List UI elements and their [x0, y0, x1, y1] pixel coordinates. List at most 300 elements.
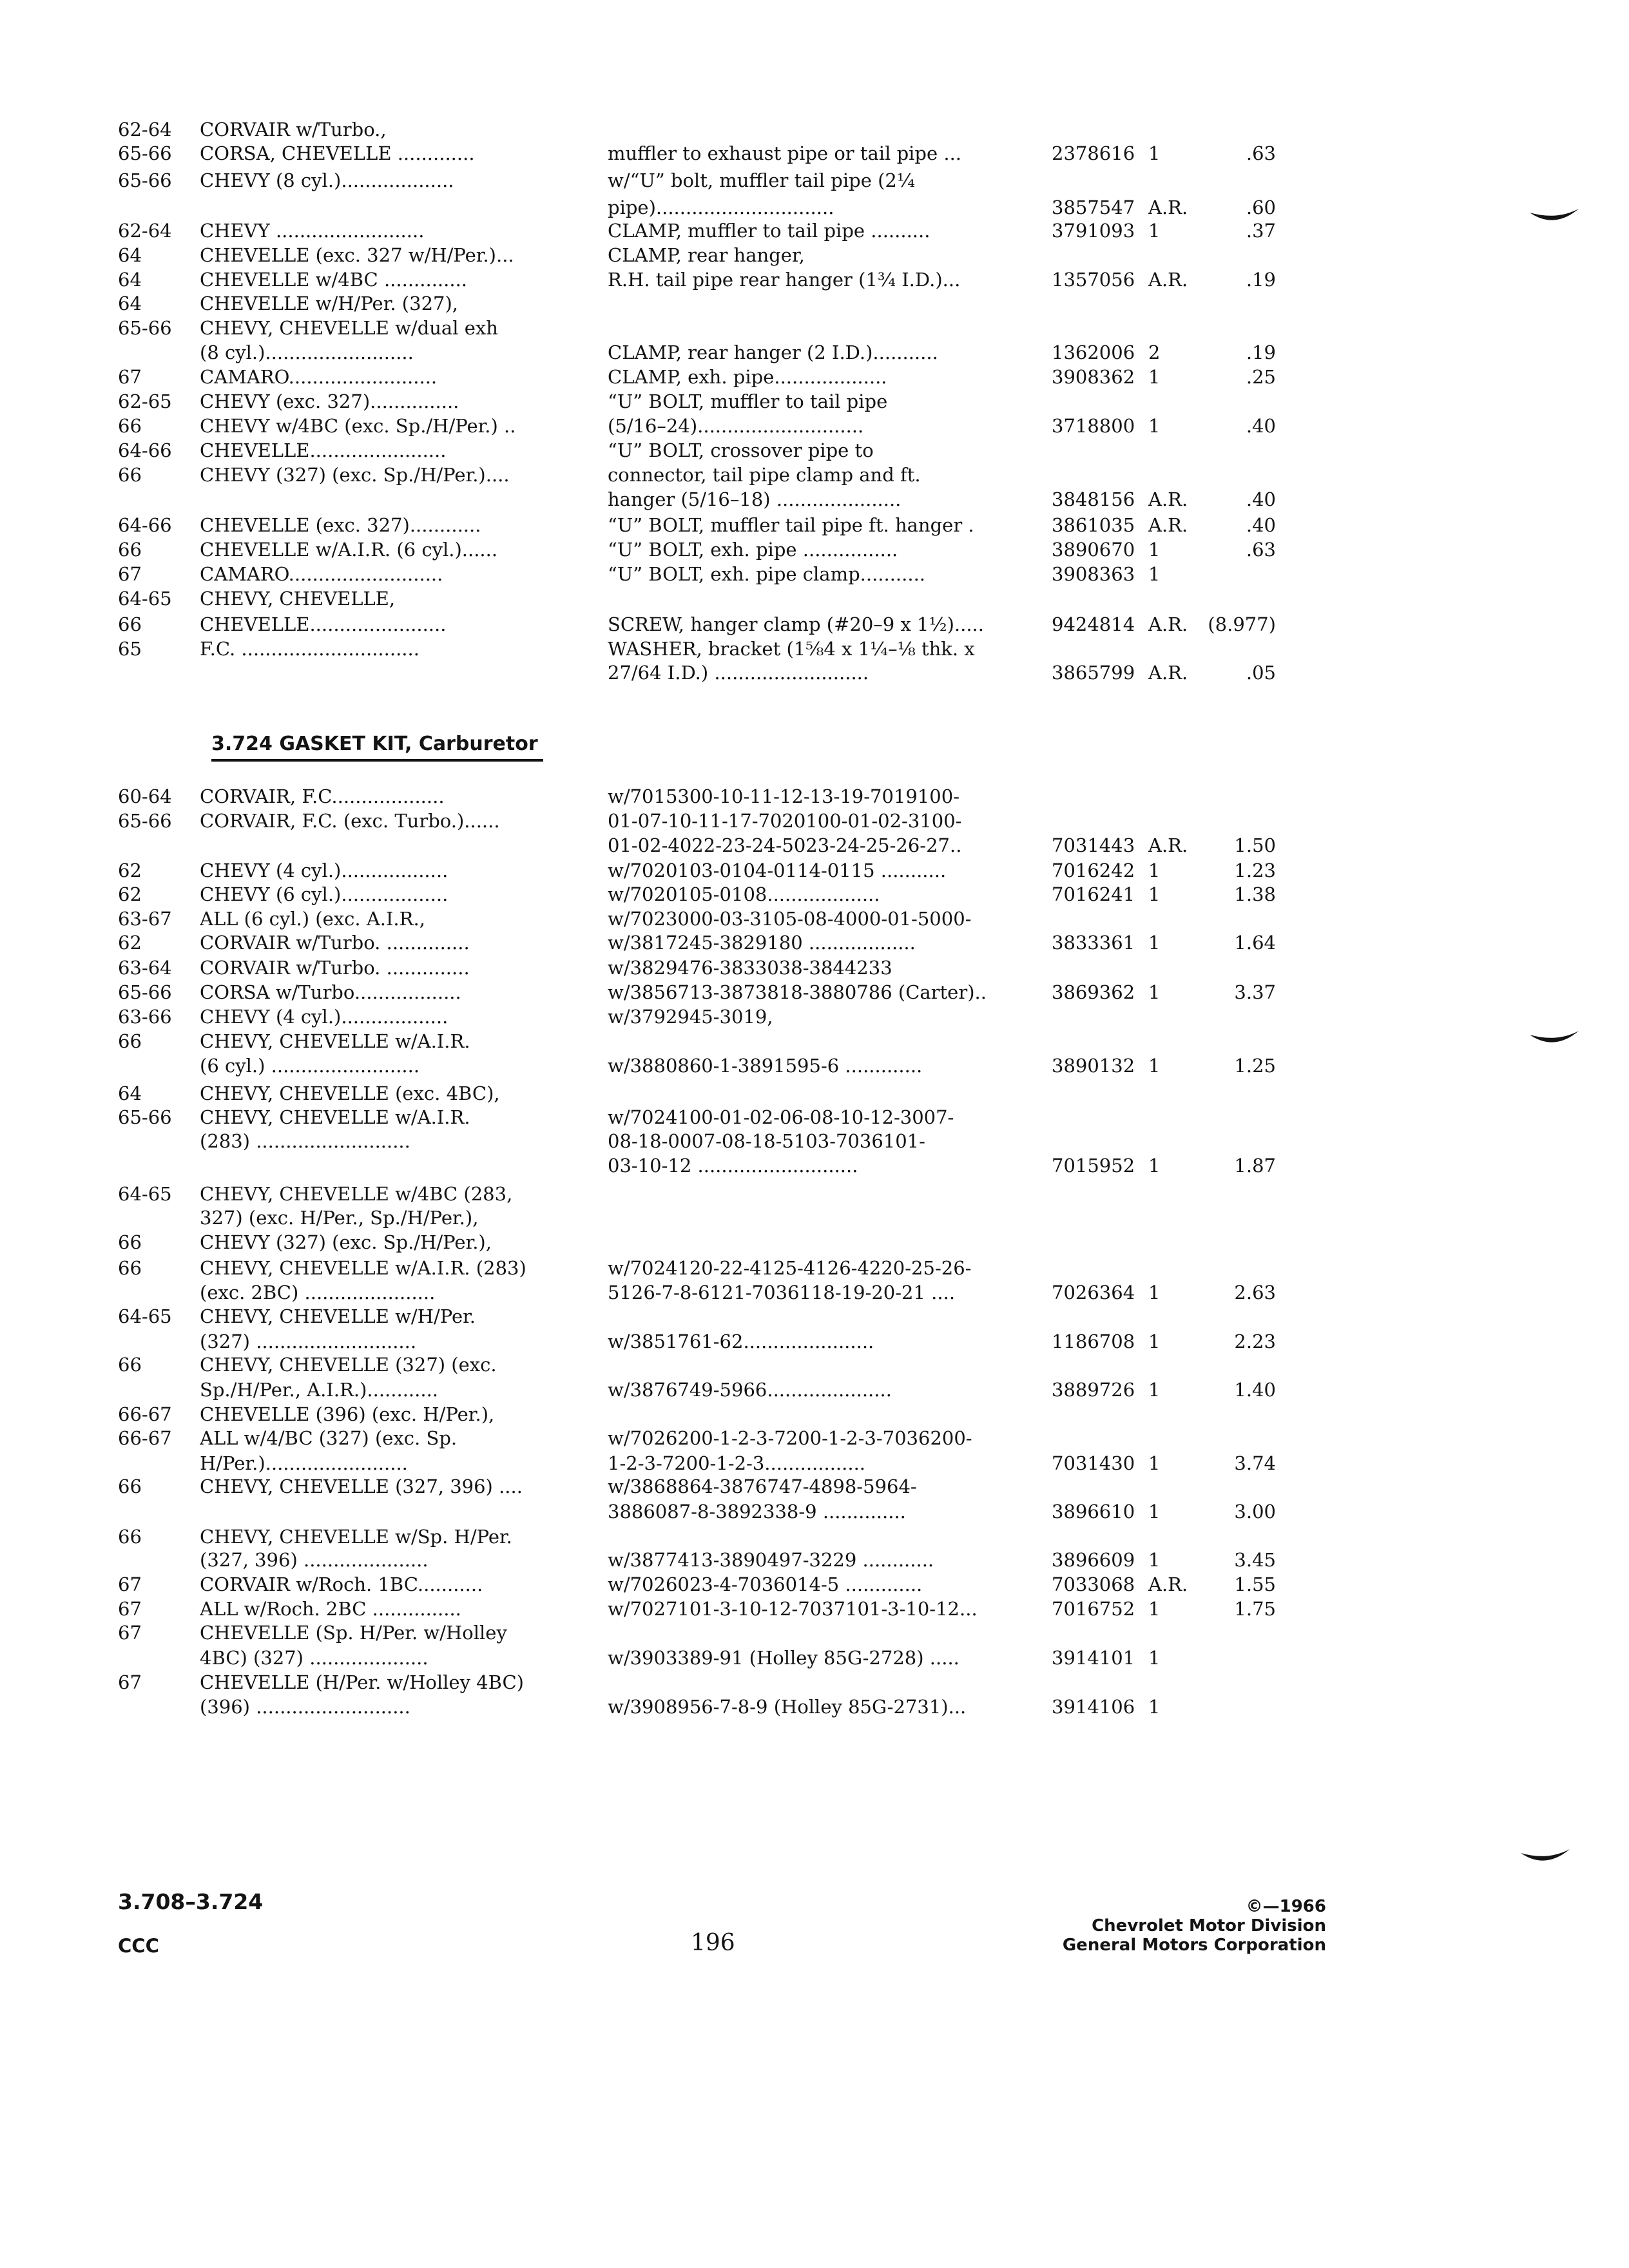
quantity-cell: A.R. — [1148, 834, 1188, 856]
quantity-cell: A.R. — [1148, 197, 1188, 218]
description-cell: pipe).............................. — [608, 197, 834, 218]
part-number-cell: 7016242 — [1052, 860, 1135, 881]
quantity-cell: A.R. — [1148, 514, 1188, 536]
part-number-cell: 7031430 — [1052, 1452, 1135, 1474]
model-cell: CHEVELLE (Sp. H/Per. w/Holley — [200, 1622, 507, 1644]
table-row — [0, 783, 1629, 809]
table-row — [0, 1547, 1629, 1573]
model-cell: (396) .......................... — [200, 1696, 410, 1718]
description-cell: muffler to exhaust pipe or tail pipe ... — [608, 142, 962, 164]
model-cell: ALL w/Roch. 2BC ............... — [200, 1598, 461, 1620]
table-row — [0, 537, 1629, 562]
price-cell: 3.37 — [1234, 981, 1276, 1003]
table-row — [0, 1329, 1629, 1354]
table-row — [0, 930, 1629, 956]
table-row — [0, 1377, 1629, 1403]
price-cell: 1.25 — [1234, 1055, 1276, 1077]
table-row — [0, 832, 1629, 858]
year-cell: 66 — [118, 1030, 142, 1052]
year-cell: 66 — [118, 464, 142, 486]
year-cell: 66 — [118, 1526, 142, 1548]
year-cell: 64 — [118, 244, 142, 266]
price-cell: .19 — [1246, 269, 1276, 291]
description-cell: w/7020105-0108................... — [608, 883, 880, 905]
model-cell: CHEVY (327) (exc. Sp./H/Per.).... — [200, 464, 510, 486]
model-cell: CHEVY w/4BC (exc. Sp./H/Per.) .. — [200, 415, 516, 437]
quantity-cell: 1 — [1148, 1331, 1161, 1352]
price-cell: 1.50 — [1234, 834, 1276, 856]
table-row — [0, 1620, 1629, 1646]
table-row — [0, 1181, 1629, 1207]
quantity-cell: 1 — [1148, 220, 1161, 242]
description-cell: w/3868864-3876747-4898-5964- — [608, 1475, 917, 1497]
price-cell: 1.75 — [1234, 1598, 1276, 1620]
description-cell: w/3880860-1-3891595-6 ............. — [608, 1055, 923, 1077]
year-cell: 62 — [118, 932, 142, 954]
price-cell: 1.64 — [1234, 932, 1276, 954]
part-number-cell: 3914101 — [1052, 1647, 1135, 1669]
model-cell: CHEVELLE....................... — [200, 613, 447, 635]
table-row — [0, 1280, 1629, 1305]
year-cell: 65-66 — [118, 169, 172, 191]
table-row — [0, 906, 1629, 932]
description-cell: hanger (5/16–18) ..................... — [608, 488, 901, 510]
model-cell: CHEVY, CHEVELLE (327) (exc. — [200, 1354, 497, 1376]
year-cell: 65 — [118, 638, 142, 660]
year-cell: 66 — [118, 539, 142, 561]
part-number-cell: 3890670 — [1052, 539, 1135, 561]
footer-code: CCC — [118, 1935, 159, 1957]
quantity-cell: 1 — [1148, 1155, 1161, 1177]
description-cell: CLAMP, rear hanger (2 I.D.)........... — [608, 341, 938, 363]
model-cell: CHEVELLE (396) (exc. H/Per.), — [200, 1403, 495, 1425]
model-cell: CHEVY ......................... — [200, 220, 425, 242]
part-number-cell: 3848156 — [1052, 488, 1135, 510]
model-cell: CORVAIR w/Turbo., — [200, 119, 387, 140]
year-cell: 66 — [118, 1257, 142, 1279]
year-cell: 66 — [118, 1231, 142, 1253]
model-cell: 327) (exc. H/Per., Sp./H/Per.), — [200, 1207, 479, 1229]
part-number-cell: 3865799 — [1052, 662, 1135, 684]
description-cell: “U” BOLT, muffler tail pipe ft. hanger . — [608, 514, 974, 536]
model-cell: CORSA w/Turbo.................. — [200, 981, 461, 1003]
year-cell: 64 — [118, 293, 142, 314]
model-cell: CHEVY, CHEVELLE w/A.I.R. (283) — [200, 1257, 526, 1279]
table-row — [0, 1524, 1629, 1550]
part-number-cell: 1186708 — [1052, 1331, 1135, 1352]
description-cell: connector, tail pipe clamp and ft. — [608, 464, 921, 486]
table-row — [0, 1028, 1629, 1054]
table-row — [0, 881, 1629, 907]
model-cell: CHEVY, CHEVELLE, — [200, 588, 396, 610]
quantity-cell: 1 — [1148, 1696, 1161, 1718]
model-cell: (6 cyl.) ......................... — [200, 1055, 420, 1077]
part-number-cell: 1357056 — [1052, 269, 1135, 291]
model-cell: CHEVELLE w/4BC .............. — [200, 269, 468, 291]
year-cell: 66-67 — [118, 1403, 172, 1425]
table-row — [0, 117, 1629, 142]
year-cell: 62-65 — [118, 390, 172, 412]
table-row — [0, 1104, 1629, 1130]
price-cell: 1.87 — [1234, 1155, 1276, 1177]
page-number: 196 — [691, 1930, 735, 1956]
description-cell: (5/16–24)............................ — [608, 415, 864, 437]
price-cell: .37 — [1246, 220, 1276, 242]
year-cell: 65-66 — [118, 317, 172, 339]
table-row — [0, 1081, 1629, 1106]
description-cell: w/3792945-3019, — [608, 1006, 773, 1028]
part-number-cell: 3908362 — [1052, 366, 1135, 388]
table-row — [0, 291, 1629, 316]
description-cell: w/7026200-1-2-3-7200-1-2-3-7036200- — [608, 1427, 972, 1449]
table-row — [0, 955, 1629, 981]
price-cell: 1.38 — [1234, 883, 1276, 905]
year-cell: 64-65 — [118, 1183, 172, 1205]
table-row — [0, 858, 1629, 883]
table-row — [0, 195, 1629, 220]
table-row — [0, 168, 1629, 193]
model-cell: CHEVELLE (exc. 327 w/H/Per.)... — [200, 244, 514, 266]
model-cell: CORVAIR, F.C. (exc. Turbo.)...... — [200, 810, 500, 832]
part-number-cell: 3890132 — [1052, 1055, 1135, 1077]
part-number-cell: 3908363 — [1052, 563, 1135, 585]
model-cell: CHEVY, CHEVELLE (exc. 4BC), — [200, 1082, 500, 1104]
part-number-cell: 7031443 — [1052, 834, 1135, 856]
model-cell: CHEVY (6 cyl.).................. — [200, 883, 448, 905]
part-number-cell: 7015952 — [1052, 1155, 1135, 1177]
model-cell: (327) ........................... — [200, 1331, 417, 1352]
model-cell: CHEVY (4 cyl.).................. — [200, 1006, 448, 1028]
table-row — [0, 1255, 1629, 1281]
quantity-cell: 1 — [1148, 981, 1161, 1003]
description-cell: 27/64 I.D.) .......................... — [608, 662, 869, 684]
quantity-cell: 1 — [1148, 1282, 1161, 1303]
binder-hole-mark — [1528, 1030, 1580, 1049]
quantity-cell: 1 — [1148, 1055, 1161, 1077]
table-row — [0, 1153, 1629, 1178]
table-row — [0, 1352, 1629, 1378]
quantity-cell: 1 — [1148, 1598, 1161, 1620]
description-cell: w/“U” bolt, muffler tail pipe (2¼ — [608, 169, 915, 191]
model-cell: CORSA, CHEVELLE ............. — [200, 142, 475, 164]
table-row — [0, 660, 1629, 686]
year-cell: 60-64 — [118, 785, 172, 807]
price-cell: (8.977) — [1208, 613, 1276, 635]
description-cell: 1-2-3-7200-1-2-3................. — [608, 1452, 866, 1474]
description-cell: 03-10-12 ........................... — [608, 1155, 858, 1177]
quantity-cell: 1 — [1148, 415, 1161, 437]
part-number-cell: 3889726 — [1052, 1379, 1135, 1401]
year-cell: 62 — [118, 860, 142, 881]
table-row — [0, 979, 1629, 1005]
model-cell: CHEVY, CHEVELLE (327, 396) .... — [200, 1475, 523, 1497]
binder-hole-mark — [1528, 207, 1580, 227]
description-cell: w/3908956-7-8-9 (Holley 85G-2731)... — [608, 1696, 967, 1718]
model-cell: CHEVY (327) (exc. Sp./H/Per.), — [200, 1231, 492, 1253]
description-cell: w/3829476-3833038-3844233 — [608, 957, 892, 979]
model-cell: CHEVELLE w/A.I.R. (6 cyl.)...... — [200, 539, 498, 561]
table-row — [0, 218, 1629, 244]
part-number-cell: 1362006 — [1052, 341, 1135, 363]
quantity-cell: 1 — [1148, 932, 1161, 954]
year-cell: 64 — [118, 269, 142, 291]
table-row — [0, 1474, 1629, 1499]
price-cell: .40 — [1246, 415, 1276, 437]
description-cell: “U” BOLT, muffler to tail pipe — [608, 390, 888, 412]
part-number-cell: 3791093 — [1052, 220, 1135, 242]
quantity-cell: A.R. — [1148, 488, 1188, 510]
model-cell: CHEVY (8 cyl.)................... — [200, 169, 454, 191]
quantity-cell: 1 — [1148, 539, 1161, 561]
model-cell: CHEVY, CHEVELLE w/dual exh — [200, 317, 498, 339]
model-cell: (exc. 2BC) ...................... — [200, 1282, 436, 1303]
model-cell: 4BC) (327) .................... — [200, 1647, 429, 1669]
quantity-cell: 1 — [1148, 563, 1161, 585]
description-cell: 01-02-4022-23-24-5023-24-25-26-27.. — [608, 834, 962, 856]
model-cell: H/Per.)........................ — [200, 1452, 408, 1474]
description-cell: w/3817245-3829180 .................. — [608, 932, 916, 954]
description-cell: w/7026023-4-7036014-5 ............. — [608, 1573, 923, 1595]
year-cell: 64-66 — [118, 439, 172, 461]
binder-hole-mark — [1519, 1848, 1571, 1867]
description-cell: “U” BOLT, exh. pipe clamp........... — [608, 563, 926, 585]
quantity-cell: A.R. — [1148, 662, 1188, 684]
quantity-cell: 1 — [1148, 1647, 1161, 1669]
table-row — [0, 611, 1629, 637]
year-cell: 67 — [118, 1598, 142, 1620]
price-cell: 1.40 — [1234, 1379, 1276, 1401]
price-cell: 1.55 — [1234, 1573, 1276, 1595]
quantity-cell: 1 — [1148, 366, 1161, 388]
price-cell: 3.45 — [1234, 1549, 1276, 1571]
price-cell: .05 — [1246, 662, 1276, 684]
year-cell: 67 — [118, 366, 142, 388]
year-cell: 62 — [118, 883, 142, 905]
part-number-cell: 3896609 — [1052, 1549, 1135, 1571]
table-row — [0, 1229, 1629, 1255]
table-row — [0, 462, 1629, 488]
part-number-cell: 3857547 — [1052, 197, 1135, 218]
table-row — [0, 561, 1629, 587]
description-cell: w/3877413-3890497-3229 ............ — [608, 1549, 934, 1571]
model-cell: CHEVY, CHEVELLE w/Sp. H/Per. — [200, 1526, 512, 1548]
table-row — [0, 1571, 1629, 1597]
price-cell: .25 — [1246, 366, 1276, 388]
description-cell: CLAMP, exh. pipe................... — [608, 366, 887, 388]
table-row — [0, 512, 1629, 538]
table-row — [0, 389, 1629, 414]
description-cell: SCREW, hanger clamp (#20–9 x 1½)..... — [608, 613, 984, 635]
part-number-cell: 7016752 — [1052, 1598, 1135, 1620]
year-cell: 66 — [118, 415, 142, 437]
description-cell: 3886087-8-3892338-9 .............. — [608, 1501, 906, 1523]
table-row — [0, 1425, 1629, 1451]
year-cell: 65-66 — [118, 142, 172, 164]
year-cell: 65-66 — [118, 810, 172, 832]
table-row — [0, 1053, 1629, 1079]
part-number-cell: 2378616 — [1052, 142, 1135, 164]
year-cell: 67 — [118, 1622, 142, 1644]
description-cell: CLAMP, muffler to tail pipe .......... — [608, 220, 930, 242]
year-cell: 64-66 — [118, 514, 172, 536]
table-row — [0, 1004, 1629, 1030]
footer-copyright: ©—1966 — [1246, 1897, 1326, 1916]
model-cell: ALL (6 cyl.) (exc. A.I.R., — [200, 908, 425, 930]
price-cell: .60 — [1246, 197, 1276, 218]
quantity-cell: 1 — [1148, 860, 1161, 881]
price-cell: 2.63 — [1234, 1282, 1276, 1303]
year-cell: 66-67 — [118, 1427, 172, 1449]
year-cell: 62-64 — [118, 220, 172, 242]
table-row — [0, 1303, 1629, 1329]
model-cell: CHEVELLE....................... — [200, 439, 447, 461]
quantity-cell: 2 — [1148, 341, 1161, 363]
quantity-cell: A.R. — [1148, 269, 1188, 291]
quantity-cell: 1 — [1148, 1452, 1161, 1474]
year-cell: 63-64 — [118, 957, 172, 979]
year-cell: 66 — [118, 613, 142, 635]
table-row — [0, 1450, 1629, 1476]
model-cell: Sp./H/Per., A.I.R.)............ — [200, 1379, 439, 1401]
description-cell: w/7027101-3-10-12-7037101-3-10-12... — [608, 1598, 978, 1620]
model-cell: CHEVY, CHEVELLE w/H/Per. — [200, 1305, 476, 1327]
price-cell: .19 — [1246, 341, 1276, 363]
table-row — [0, 1645, 1629, 1671]
description-cell: w/3876749-5966..................... — [608, 1379, 892, 1401]
part-number-cell: 3833361 — [1052, 932, 1135, 954]
description-cell: WASHER, bracket (1⅝4 x 1¼–⅛ thk. x — [608, 638, 975, 660]
model-cell: CHEVELLE (H/Per. w/Holley 4BC) — [200, 1671, 524, 1693]
description-cell: w/7024120-22-4125-4126-4220-25-26- — [608, 1257, 972, 1279]
year-cell: 62-64 — [118, 119, 172, 140]
table-row — [0, 1205, 1629, 1231]
price-cell: 3.74 — [1234, 1452, 1276, 1474]
model-cell: CAMARO......................... — [200, 366, 438, 388]
model-cell: ALL w/4/BC (327) (exc. Sp. — [200, 1427, 458, 1449]
model-cell: CORVAIR w/Roch. 1BC........... — [200, 1573, 483, 1595]
quantity-cell: 1 — [1148, 1501, 1161, 1523]
description-cell: w/3851761-62...................... — [608, 1331, 874, 1352]
year-cell: 67 — [118, 1671, 142, 1693]
footer-division: Chevrolet Motor Division — [1092, 1916, 1326, 1936]
description-cell: CLAMP, rear hanger, — [608, 244, 805, 266]
model-cell: CHEVY, CHEVELLE w/A.I.R. — [200, 1030, 470, 1052]
part-number-cell: 3861035 — [1052, 514, 1135, 536]
year-cell: 67 — [118, 563, 142, 585]
part-number-cell: 3914106 — [1052, 1696, 1135, 1718]
part-number-cell: 7026364 — [1052, 1282, 1135, 1303]
model-cell: F.C. .............................. — [200, 638, 419, 660]
model-cell: (327, 396) ..................... — [200, 1549, 429, 1571]
description-cell: 01-07-10-11-17-7020100-01-02-3100- — [608, 810, 962, 832]
model-cell: CORVAIR w/Turbo. .............. — [200, 932, 470, 954]
model-cell: (8 cyl.)......................... — [200, 341, 414, 363]
price-cell: 3.00 — [1234, 1501, 1276, 1523]
model-cell: CHEVELLE (exc. 327)............ — [200, 514, 481, 536]
table-row — [0, 1669, 1629, 1695]
price-cell: .40 — [1246, 488, 1276, 510]
table-row — [0, 340, 1629, 365]
quantity-cell: 1 — [1148, 1549, 1161, 1571]
price-cell: .40 — [1246, 514, 1276, 536]
model-cell: (283) .......................... — [200, 1130, 410, 1152]
quantity-cell: A.R. — [1148, 613, 1188, 635]
model-cell: CORVAIR, F.C................... — [200, 785, 445, 807]
part-number-cell: 3869362 — [1052, 981, 1135, 1003]
quantity-cell: 1 — [1148, 883, 1161, 905]
year-cell: 65-66 — [118, 1106, 172, 1128]
year-cell: 64-65 — [118, 1305, 172, 1327]
table-row — [0, 242, 1629, 268]
table-row — [0, 1499, 1629, 1524]
model-cell: CHEVY (exc. 327)............... — [200, 390, 459, 412]
price-cell: 2.23 — [1234, 1331, 1276, 1352]
table-row — [0, 1401, 1629, 1427]
quantity-cell: 1 — [1148, 1379, 1161, 1401]
table-row — [0, 1596, 1629, 1622]
quantity-cell: A.R. — [1148, 1573, 1188, 1595]
description-cell: w/7024100-01-02-06-08-10-12-3007- — [608, 1106, 954, 1128]
year-cell: 67 — [118, 1573, 142, 1595]
description-cell: R.H. tail pipe rear hanger (1¾ I.D.)... — [608, 269, 961, 291]
part-number-cell: 9424814 — [1052, 613, 1135, 635]
table-row — [0, 413, 1629, 439]
description-cell: w/7023000-03-3105-08-4000-01-5000- — [608, 908, 972, 930]
price-cell: .63 — [1246, 142, 1276, 164]
description-cell: w/7015300-10-11-12-13-19-7019100- — [608, 785, 960, 807]
table-row — [0, 1694, 1629, 1720]
model-cell: CHEVY, CHEVELLE w/4BC (283, — [200, 1183, 513, 1205]
price-cell: 1.23 — [1234, 860, 1276, 881]
year-cell: 66 — [118, 1354, 142, 1376]
table-row — [0, 586, 1629, 611]
table-row — [0, 315, 1629, 341]
description-cell: 5126-7-8-6121-7036118-19-20-21 .... — [608, 1282, 956, 1303]
model-cell: CAMARO.......................... — [200, 563, 443, 585]
table-row — [0, 140, 1629, 166]
model-cell: CORVAIR w/Turbo. .............. — [200, 957, 470, 979]
year-cell: 63-66 — [118, 1006, 172, 1028]
year-cell: 66 — [118, 1475, 142, 1497]
table-row — [0, 267, 1629, 293]
table-row — [0, 486, 1629, 512]
footer-corporation: General Motors Corporation — [1062, 1936, 1326, 1955]
part-number-cell: 3896610 — [1052, 1501, 1135, 1523]
table-row — [0, 1128, 1629, 1154]
model-cell: CHEVELLE w/H/Per. (327), — [200, 293, 459, 314]
model-cell: CHEVY, CHEVELLE w/A.I.R. — [200, 1106, 470, 1128]
description-cell: 08-18-0007-08-18-5103-7036101- — [608, 1130, 925, 1152]
part-number-cell: 7016241 — [1052, 883, 1135, 905]
year-cell: 63-67 — [118, 908, 172, 930]
table-row — [0, 364, 1629, 390]
model-cell: CHEVY (4 cyl.).................. — [200, 860, 448, 881]
footer-section-range: 3.708–3.724 — [118, 1889, 264, 1914]
quantity-cell: 1 — [1148, 142, 1161, 164]
table-row — [0, 808, 1629, 834]
year-cell: 64 — [118, 1082, 142, 1104]
section-heading-gasket-kit: 3.724 GASKET KIT, Carburetor — [211, 729, 543, 762]
description-cell: w/3903389-91 (Holley 85G-2728) ..... — [608, 1647, 959, 1669]
part-number-cell: 3718800 — [1052, 415, 1135, 437]
table-row — [0, 636, 1629, 662]
description-cell: w/7020103-0104-0114-0115 ........... — [608, 860, 947, 881]
year-cell: 64-65 — [118, 588, 172, 610]
table-row — [0, 437, 1629, 463]
description-cell: w/3856713-3873818-3880786 (Carter).. — [608, 981, 987, 1003]
price-cell: .63 — [1246, 539, 1276, 561]
year-cell: 65-66 — [118, 981, 172, 1003]
